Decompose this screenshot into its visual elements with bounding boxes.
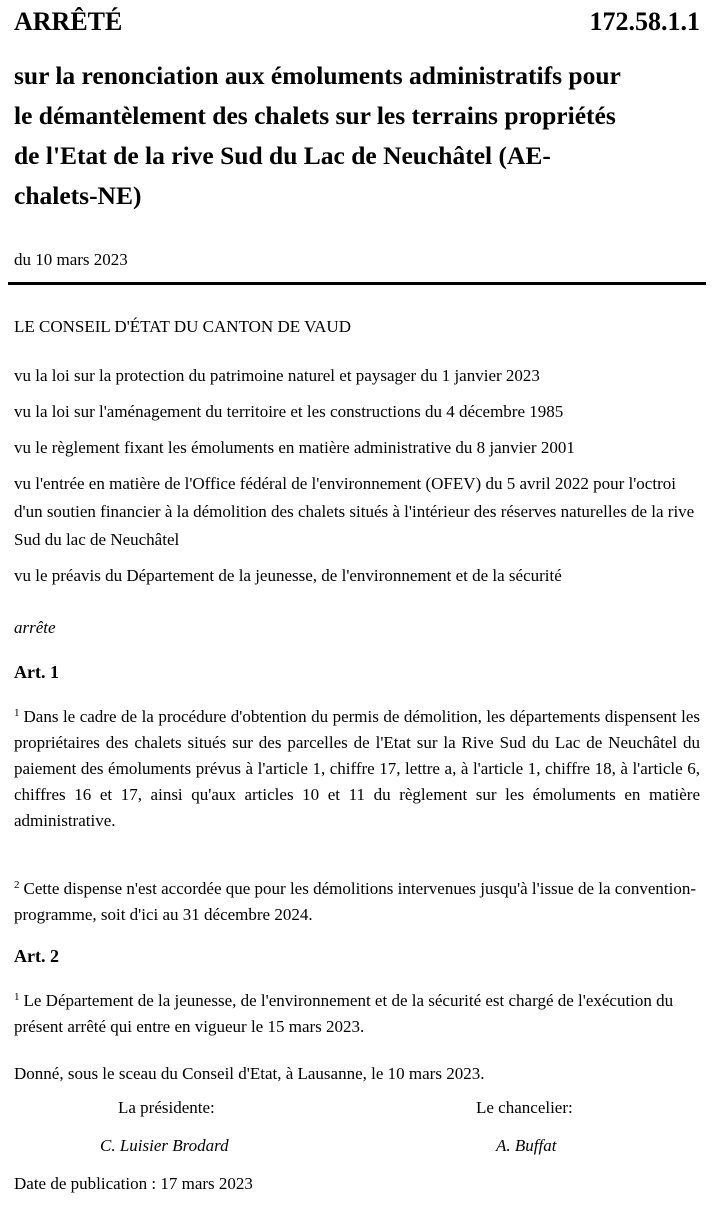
article-1-paragraph-1 <box>14 704 700 834</box>
considerant: vu la loi sur l'aménagement du territoire et les constructions du 4 décembre 1985 <box>14 402 564 421</box>
paragraph-number: 2 <box>14 879 20 891</box>
paragraph-number: 1 <box>14 991 20 1003</box>
considerants-list <box>14 362 700 598</box>
considerant: vu le règlement fixant les émoluments en matière administrative du 8 janvier 2001 <box>14 438 575 457</box>
document-title <box>14 56 700 216</box>
article-1-heading: Art. 1 <box>14 662 59 682</box>
article-1-paragraph-2 <box>14 876 700 928</box>
separator-rule <box>8 282 706 285</box>
title-line: chalets-NE) <box>14 181 142 210</box>
publication-date: Date de publication : 17 mars 2023 <box>14 1174 253 1193</box>
considerant: vu le préavis du Département de la jeunesse, de l'environnement et de la sécurité <box>14 566 562 585</box>
president-label: La présidente: <box>118 1098 215 1117</box>
paragraph-text: Cette dispense n'est accordée que pour les démolitions intervenues jusqu'à l'issue de la convention-programme, soit d'ici au 31 décembre 2024. <box>14 879 696 924</box>
president-name: C. Luisier Brodard <box>100 1136 229 1155</box>
issuing-authority: LE CONSEIL D'ÉTAT DU CANTON DE VAUD <box>14 317 351 336</box>
chancellor-name: A. Buffat <box>496 1136 557 1155</box>
considerant: vu l'entrée en matière de l'Office fédéral de l'environnement (OFEV) du 5 avril 2022 pour l'octroi d'un soutien financier à la démolition des chalets situés à l'intérieur des réserves naturelles de la rive Sud du lac de Neuchâtel <box>14 474 695 549</box>
chancellor-label: Le chancelier: <box>476 1098 573 1117</box>
article-2-paragraph-1 <box>14 988 700 1040</box>
title-line: de l'Etat de la rive Sud du Lac de Neuchâtel (AE- <box>14 141 551 170</box>
paragraph-text: Le Département de la jeunesse, de l'environnement et de la sécurité est chargé de l'exécution du présent arrêté qui entre en vigueur le 15 mars 2023. <box>14 991 674 1036</box>
title-line: le démantèlement des chalets sur les terrains propriétés <box>14 101 616 130</box>
given-clause: Donné, sous le sceau du Conseil d'Etat, à Lausanne, le 10 mars 2023. <box>14 1064 485 1083</box>
document-type: ARRÊTÉ <box>14 7 123 36</box>
title-line: sur la renonciation aux émoluments administratifs pour <box>14 61 621 90</box>
paragraph-number: 1 <box>14 707 20 719</box>
document-date: du 10 mars 2023 <box>14 250 128 269</box>
decree-verb: arrête <box>14 618 56 637</box>
paragraph-text: Dans le cadre de la procédure d'obtention du permis de démolition, les départements dispensent les propriétaires des chalets situés sur des parcelles de l'Etat sur la Rive Sud du Lac de Neuchâtel du paiement des émoluments prévus à l'article 1, chiffre 17, lettre a, à l'article 1, chiffre 18, à l'article 6, chiffres 16 et 17, ainsi qu'aux articles 10 et 11 du règlement sur les émoluments en matière administrative. <box>14 707 700 830</box>
considerant: vu la loi sur la protection du patrimoine naturel et paysager du 1 janvier 2023 <box>14 366 540 385</box>
article-2-heading: Art. 2 <box>14 946 59 966</box>
document-number: 172.58.1.1 <box>589 7 700 36</box>
